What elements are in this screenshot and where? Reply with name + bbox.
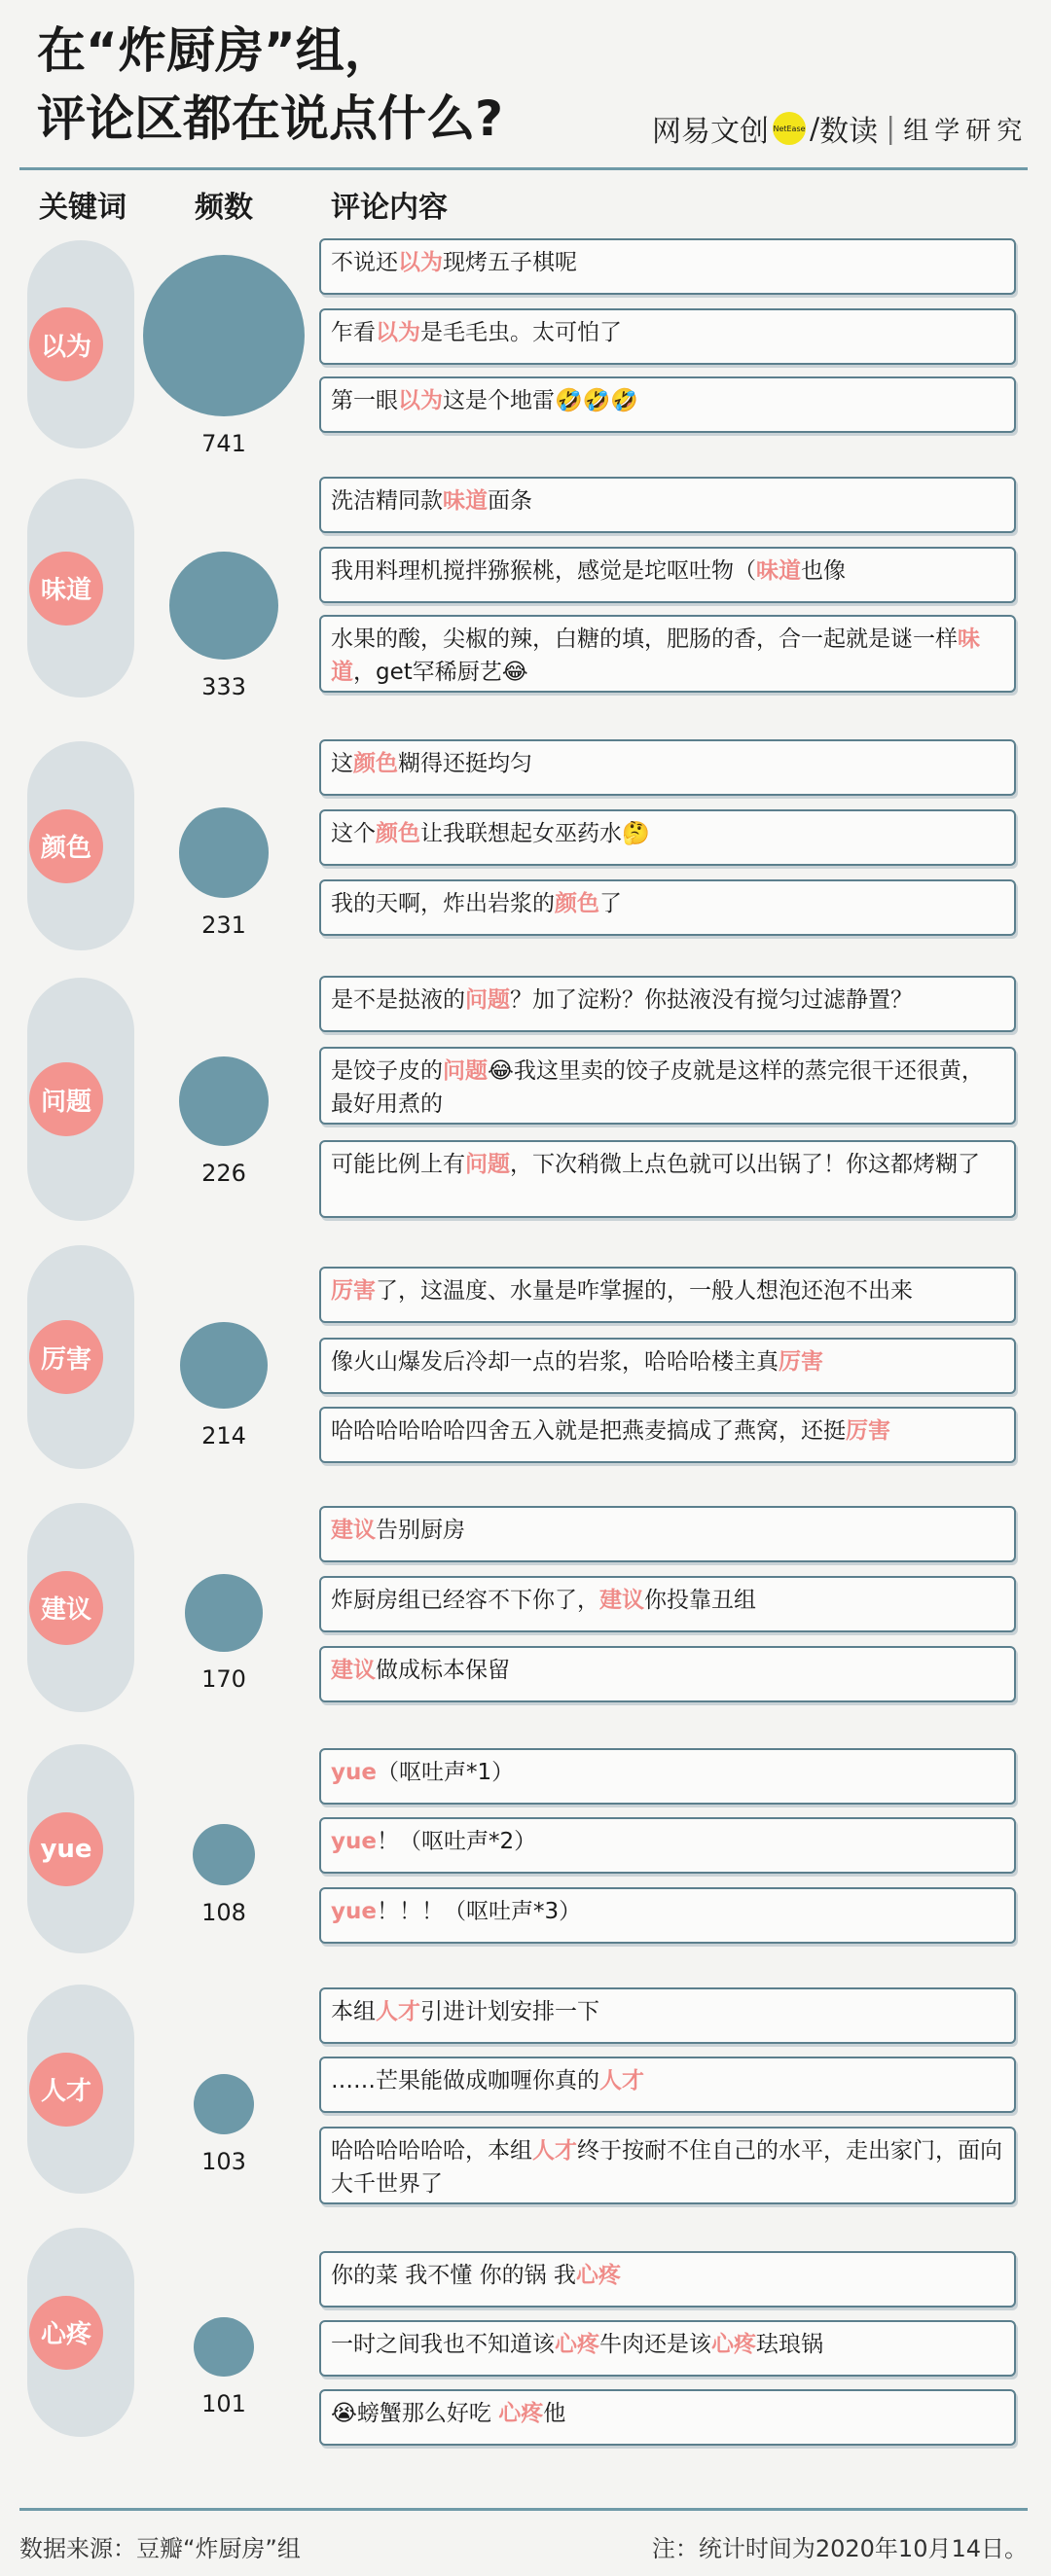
column-header-keyword: 关键词 [39,191,127,225]
frequency-label: 108 [201,1899,246,1926]
comment-text: 面条 [488,488,532,514]
frequency-bubble [193,1824,254,1885]
frequency-label: 226 [201,1160,246,1187]
comment-keyword-highlight: 人才 [532,2138,577,2164]
comment-text: 乍看 [331,320,376,345]
comment-keyword-highlight: 以为 [376,320,420,345]
comment-text: 这 [331,751,353,776]
frequency-label: 231 [201,912,246,939]
comment-keyword-highlight: 厉害 [846,1418,890,1444]
comment-keyword-highlight: 问题 [443,1058,488,1084]
comment-text: 终于按耐不住自己的水平，走出家门，面向大千世界了 [331,2138,1002,2197]
comment-text: 糊得还挺均匀 [398,751,532,776]
frequency-label: 101 [201,2390,246,2417]
comment-box [319,1748,1016,1805]
page-title-line-1: 在“炸厨房”组， [37,22,393,79]
comment-box [319,1407,1016,1463]
comment-text: 😂我这里卖的饺子皮就是这样的蒸完很干还很黄，最好用煮的 [331,1058,984,1117]
comment-box [319,477,1016,533]
comment-text: ，下次稍微上点色就可以出锅了！你这都烤糊了 [510,1152,980,1177]
frequency-bubble [143,255,305,416]
comment-text: 哈哈哈哈哈哈四舍五入就是把燕麦搞成了燕窝，还挺 [331,1418,846,1444]
comment-text: 是毛毛虫。太可怕了 [420,320,622,345]
comment-box [319,1576,1016,1632]
footer-divider [19,2508,1028,2511]
comment-text: ！（呕吐声*2） [376,1829,537,1854]
keyword-badge: 颜色 [29,809,103,883]
keyword-badge: yue [29,1812,103,1886]
comment-text: 我用料理机搅拌猕猴桃，感觉是坨呕吐物（ [331,558,756,584]
comment-keyword-highlight: 味道 [756,558,801,584]
comment-text: 这是个地雷🤣🤣🤣 [443,388,638,413]
keyword-badge: 建议 [29,1571,103,1645]
brand-lab: 组学研究 [903,116,1029,146]
column-header-frequency: 频数 [195,191,253,225]
comment-text: 告别厨房 [376,1518,465,1543]
brand-name: 网易文创 [652,115,769,149]
frequency-label: 170 [201,1665,246,1693]
comment-text: 一时之间我也不知道该 [331,2332,555,2357]
comment-text: 😭螃蟹那么好吃 [331,2401,499,2426]
comment-keyword-highlight: 心疼 [575,2263,621,2288]
comment-box [319,1267,1016,1323]
comment-text: 牛肉还是该 [599,2332,711,2357]
comment-text: 第一眼 [331,388,398,413]
comment-box [319,809,1016,866]
comment-keyword-highlight: 心疼 [498,2401,544,2426]
comment-keyword-highlight: 心疼 [711,2332,756,2357]
comment-box [319,2320,1016,2377]
keyword-badge: 人才 [29,2053,103,2127]
comment-text: 了，这温度、水量是咋掌握的，一般人想泡还泡不出来 [376,1278,913,1304]
frequency-bubble [169,552,277,660]
comment-keyword-highlight: 厉害 [779,1349,823,1375]
comment-keyword-highlight: yue [331,1829,377,1854]
comment-keyword-highlight: 以为 [398,388,443,413]
frequency-bubble [194,2317,253,2377]
comment-text: 洗洁精同款 [331,488,443,514]
frequency-bubble [180,1322,267,1409]
comment-box [319,1817,1016,1874]
brand-slash: / [810,111,820,146]
comment-box [319,976,1016,1032]
comment-keyword-highlight: yue [331,1760,377,1785]
comment-text: ！！！（呕吐声*3） [376,1899,582,1924]
comment-box [319,2127,1016,2204]
footer-source: 数据来源：豆瓣“炸厨房”组 [19,2535,301,2562]
comment-keyword-highlight: 人才 [376,1999,420,2024]
keyword-badge: 厉害 [29,1320,103,1394]
comment-text: 是饺子皮的 [331,1058,443,1084]
comment-text: 做成标本保留 [376,1658,510,1683]
comment-box [319,238,1016,295]
brand-sub: 数读 [819,115,879,149]
comment-keyword-highlight: 人才 [599,2068,644,2093]
comment-keyword-highlight: 心疼 [555,2332,599,2357]
comment-text: 珐琅锅 [756,2332,823,2357]
comment-keyword-highlight: 建议 [599,1588,644,1613]
frequency-bubble [185,1574,263,1652]
comment-text: ，get罕稀厨艺😂 [353,660,528,685]
comment-box [319,1338,1016,1394]
comment-keyword-highlight: 颜色 [555,891,599,916]
brand-logo [652,109,1028,148]
comment-keyword-highlight: 问题 [465,1152,510,1177]
comment-keyword-highlight: 建议 [331,1658,376,1683]
comment-keyword-highlight: 问题 [465,987,510,1013]
keyword-badge: 问题 [29,1062,103,1136]
comment-text: 像火山爆发后冷却一点的岩浆，哈哈哈楼主真 [331,1349,779,1375]
comment-text: 你的菜 我不懂 你的锅 我 [331,2263,576,2288]
comment-text: 是不是挞液的 [331,987,465,1013]
comment-box [319,376,1016,433]
comment-keyword-highlight: 味道 [331,626,980,685]
comment-text: 引进计划安排一下 [420,1999,599,2024]
comment-text: 可能比例上有 [331,1152,465,1177]
comment-text: 炸厨房组已经容不下你了， [331,1588,599,1613]
comment-text: 让我联想起女巫药水🤔 [420,821,650,846]
comment-box [319,2389,1016,2446]
comment-box [319,308,1016,365]
frequency-bubble [179,1056,269,1146]
brand-separator: | [886,111,896,146]
comment-box [319,1887,1016,1944]
frequency-label: 214 [201,1422,246,1449]
comment-box [319,547,1016,603]
comment-text: 不说还 [331,250,398,275]
comment-box [319,2057,1016,2113]
comment-keyword-highlight: 建议 [331,1518,376,1543]
comment-text: ？加了淀粉？你挞液没有搅匀过滤静置？ [510,987,913,1013]
comment-text: 现烤五子棋呢 [443,250,577,275]
frequency-label: 333 [201,673,246,700]
comment-keyword-highlight: 以为 [398,250,443,275]
keyword-badge: 味道 [29,552,103,626]
comment-text: 这个 [331,821,376,846]
comment-box [319,879,1016,936]
comment-box [319,1987,1016,2044]
comment-box [319,2251,1016,2308]
comment-box [319,739,1016,796]
comment-keyword-highlight: yue [331,1899,377,1924]
page-title-line-2: 评论区都在说点什么? [37,90,504,147]
comment-box [319,1506,1016,1562]
footer-note: 注：统计时间为2020年10月14日。 [651,2535,1028,2562]
comment-keyword-highlight: 厉害 [331,1278,376,1304]
header-divider [19,167,1028,170]
comment-box [319,615,1016,693]
comment-text: 他 [543,2401,566,2426]
comment-keyword-highlight: 味道 [443,488,488,514]
comment-box [319,1140,1016,1218]
comment-keyword-highlight: 颜色 [376,821,420,846]
keyword-badge: 以为 [29,307,103,381]
brand-dot-icon: NetEase [773,112,806,145]
comment-text: 也像 [801,558,846,584]
comment-text: 了 [599,891,622,916]
frequency-label: 103 [201,2148,246,2175]
comment-text: 我的天啊，炸出岩浆的 [331,891,555,916]
comment-text: 哈哈哈哈哈哈，本组 [331,2138,532,2164]
comment-keyword-highlight: 颜色 [353,751,398,776]
comment-text: 你投靠丑组 [644,1588,756,1613]
frequency-bubble [194,2074,254,2134]
comment-text: （呕吐声*1） [376,1760,515,1785]
comment-text: 本组 [331,1999,376,2024]
comment-text: 水果的酸，尖椒的辣，白糖的填，肥肠的香，合一起就是谜一样 [331,626,958,652]
comment-box [319,1047,1016,1125]
comment-box [319,1646,1016,1702]
comment-text: ……芒果能做成咖喱你真的 [331,2068,599,2093]
keyword-badge: 心疼 [29,2296,103,2370]
column-header-comments: 评论内容 [331,191,448,225]
frequency-label: 741 [201,430,246,457]
frequency-bubble [179,807,270,898]
